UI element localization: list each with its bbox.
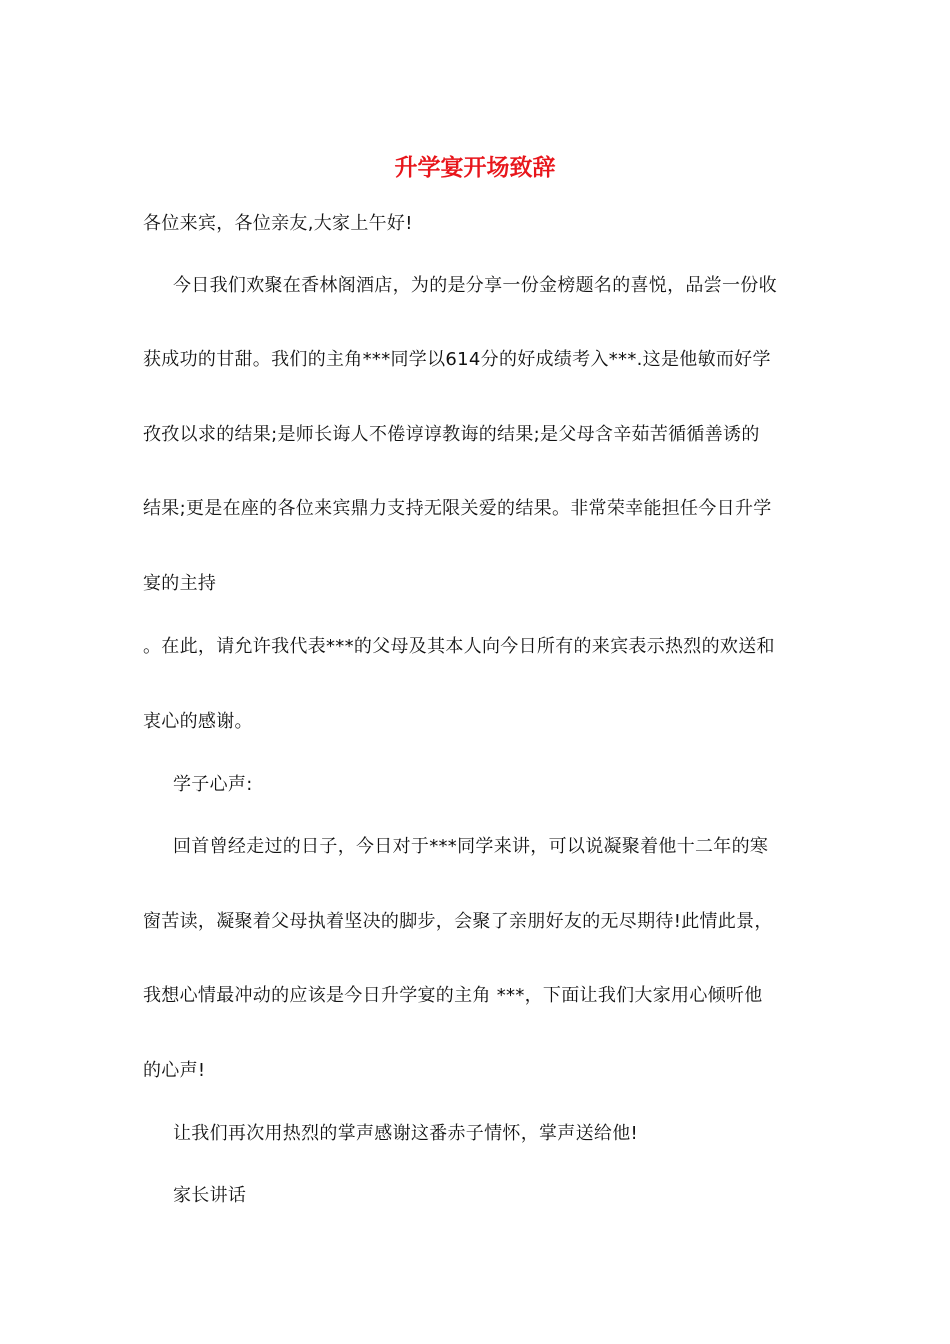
paragraph-line: 今日我们欢聚在香林阁酒店，为的是分享一份金榜题名的喜悦，品尝一份收 bbox=[173, 275, 777, 296]
section-heading: 学子心声: bbox=[173, 774, 253, 795]
section-heading: 家长讲话 bbox=[173, 1185, 247, 1206]
paragraph-line: 宴的主持 bbox=[143, 573, 217, 594]
paragraph-line: 窗苦读，凝聚着父母执着坚决的脚步，会聚了亲朋好友的无尽期待!此情此景， bbox=[143, 911, 773, 932]
paragraph-line: 回首曾经走过的日子，今日对于***同学来讲，可以说凝聚着他十二年的寒 bbox=[173, 836, 769, 857]
paragraph-line: 的心声! bbox=[143, 1060, 206, 1081]
paragraph-line: 衷心的感谢。 bbox=[143, 711, 253, 732]
paragraph-line: 。在此，请允许我代表***的父母及其本人向今日所有的来宾表示热烈的欢送和 bbox=[143, 636, 775, 657]
paragraph-line: 我想心情最冲动的应该是今日升学宴的主角 ***，下面让我们大家用心倾听他 bbox=[143, 985, 763, 1006]
paragraph-line: 获成功的甘甜。我们的主角***同学以614分的好成绩考入***.这是他敏而好学 bbox=[143, 349, 771, 370]
paragraph-line: 结果;更是在座的各位来宾鼎力支持无限关爱的结果。非常荣幸能担任今日升学 bbox=[143, 498, 772, 519]
document-title: 升学宴开场致辞 bbox=[394, 154, 556, 181]
greeting-line: 各位来宾，各位亲友,大家上午好! bbox=[143, 213, 413, 234]
paragraph-line: 让我们再次用热烈的掌声感谢这番赤子情怀，掌声送给他! bbox=[173, 1123, 639, 1144]
paragraph-line: 孜孜以求的结果;是师长诲人不倦谆谆教诲的结果;是父母含辛茹苦循循善诱的 bbox=[143, 424, 760, 445]
